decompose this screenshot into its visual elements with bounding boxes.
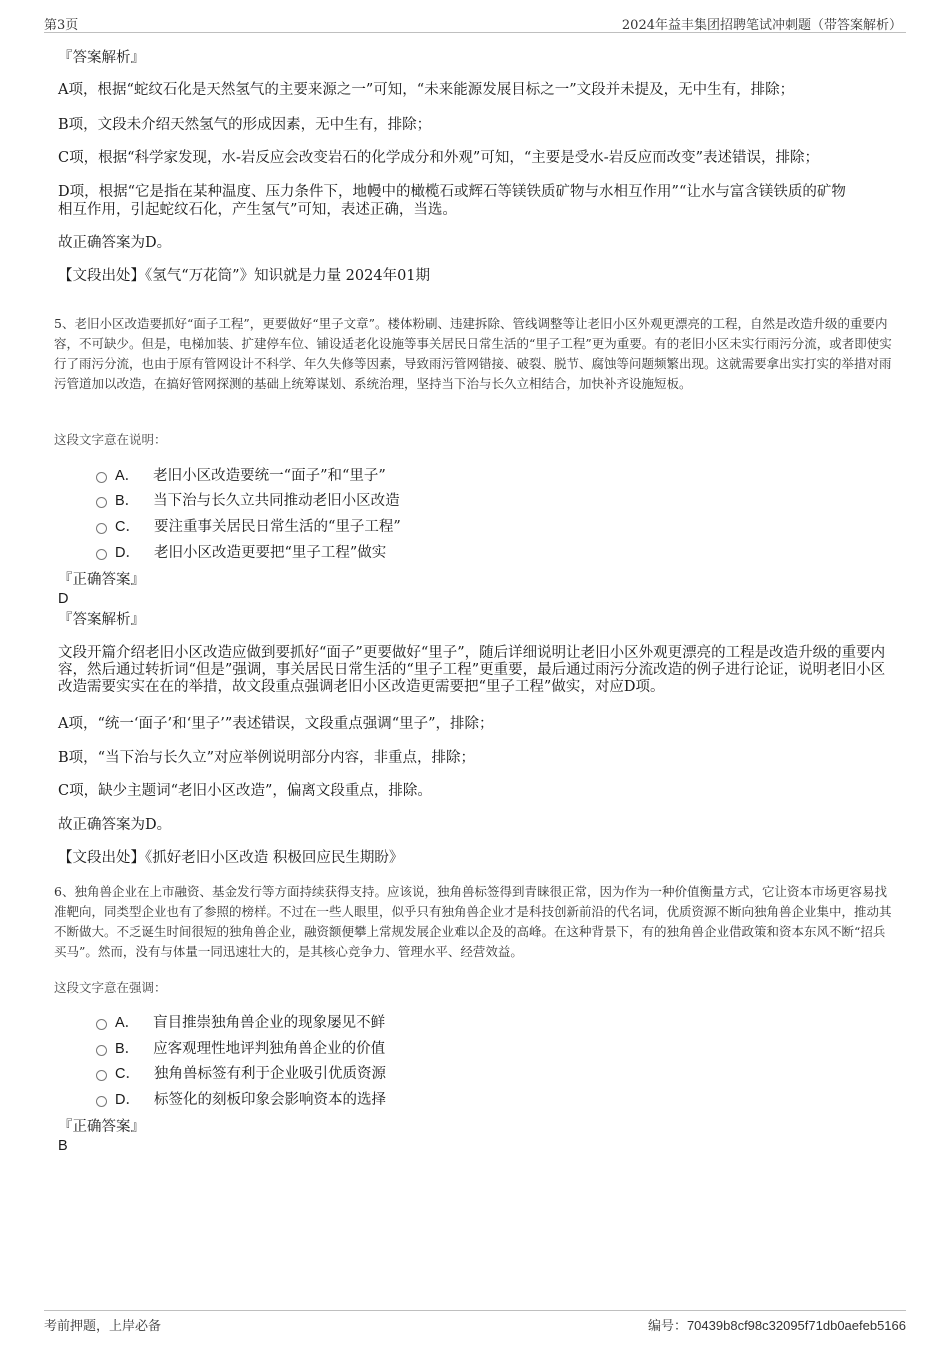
option-text: 应客观理性地评判独角兽企业的价值 (153, 1041, 386, 1057)
radio-icon[interactable] (96, 497, 107, 508)
option-letter: D． (115, 545, 140, 561)
question-5-analysis-b: B项，“当下治与长久立”对应举例说明部分内容，非重点，排除； (58, 750, 475, 766)
question-6-option-a[interactable] (96, 1014, 385, 1032)
radio-icon[interactable] (96, 1045, 107, 1056)
analysis-option-a: A项，根据“蛇纹石化是天然氢气的主要来源之一”可知，“未来能源发展目标之一”文段并未提及，无中生有，排除； (58, 82, 795, 98)
analysis-option-b: B项，文段未介绍天然氢气的形成因素，无中生有，排除； (58, 117, 432, 133)
question-6-option-b[interactable] (96, 1040, 385, 1058)
analysis-option-d-line1: D项，根据“它是指在某种温度、压力条件下，地幔中的橄榄石或辉石等镁铁质矿物与水相互作用”“让水与富含镁铁质的矿物 (58, 184, 846, 200)
question-5-analysis: 文段开篇介绍老旧小区改造应做到要抓好“面子”更要做好“里子”，随后详细说明让老旧小区外观更漂亮的工程是改造升级的重要内容，然后通过转折词“但是”强调，事关居民日常生活的“里子工程”更重要，最后通过雨污分流改造的例子进行论证，说明老旧小区改造需要实实在在的举措，故文段重点强调老旧小区改造更需要把“里子工程”做实，对应D项。 (58, 645, 886, 695)
question-5-answer: D (58, 591, 69, 607)
question-5-option-c[interactable] (96, 518, 401, 536)
question-5-option-b[interactable] (96, 492, 400, 510)
question-5-option-d[interactable] (96, 544, 386, 562)
option-letter: A． (115, 468, 140, 484)
page-footer (44, 1310, 906, 1335)
question-6-option-c[interactable] (96, 1065, 386, 1083)
option-letter: C． (115, 1066, 140, 1082)
radio-icon[interactable] (96, 472, 107, 483)
radio-icon[interactable] (96, 1070, 107, 1081)
option-letter: A． (115, 1015, 140, 1031)
question-5-analysis-c: C项，缺少主题词“老旧小区改造”，偏离文段重点，排除。 (58, 783, 432, 799)
question-5-conclusion: 故正确答案为D。 (58, 817, 172, 833)
question-6-text: 6、独角兽企业在上市融资、基金发行等方面持续获得支持。应该说，独角兽标签得到青睐很正常，因为作为一种价值衡量方式，它让资本市场更容易找准靶向，同类型企业也有了参照的榜样。不过在一些人眼里，似乎只有独角兽企业才是科技创新前沿的代名词，优质资源不断向独角兽企业集中，推动其不断做大。不乏诞生时间很短的独角兽企业，融资额便攀上常规发展企业难以企及的高峰。在这种背景下，有的独角兽企业借政策和资本东风不断“招兵买马”。然而，没有与体量一同迅速壮大的，是其核心竞争力、管理水平、经营效益。 (54, 884, 892, 959)
option-text: 老旧小区改造要统一“面子”和“里子” (153, 468, 386, 484)
question-6-answer-title: 『正确答案』 (58, 1119, 145, 1135)
analysis-conclusion: 故正确答案为D。 (58, 235, 172, 251)
question-5-prompt: 这段文字意在说明： (54, 432, 167, 447)
text-source: 【文段出处】《氢气“万花筒”》知识就是力量 2024年01期 (58, 268, 431, 284)
option-text: 老旧小区改造更要把“里子工程”做实 (153, 545, 387, 561)
option-text: 要注重事关居民日常生活的“里子工程” (153, 519, 401, 535)
analysis-title: 『答案解析』 (58, 50, 145, 66)
page-number: 第3页 (44, 18, 79, 33)
option-text: 当下治与长久立共同推动老旧小区改造 (153, 493, 400, 509)
option-letter: D． (115, 1092, 140, 1108)
document-title: 2024年益丰集团招聘笔试冲刺题（带答案解析） (621, 18, 902, 33)
radio-icon[interactable] (96, 523, 107, 534)
question-5-analysis-title: 『答案解析』 (58, 612, 145, 628)
radio-icon[interactable] (96, 549, 107, 560)
analysis-option-d-line2: 相互作用，引起蛇纹石化，产生氢气”可知，表述正确，当选。 (58, 202, 457, 218)
question-5-answer-title: 『正确答案』 (58, 572, 145, 588)
option-letter: B． (115, 493, 140, 509)
option-letter: C． (115, 519, 140, 535)
question-6-option-d[interactable] (96, 1091, 386, 1109)
question-5-option-a[interactable] (96, 467, 386, 485)
radio-icon[interactable] (96, 1019, 107, 1030)
option-text: 标签化的刻板印象会影响资本的选择 (153, 1092, 386, 1108)
page-header (44, 12, 906, 33)
question-6-answer: B (58, 1138, 68, 1154)
question-5-text: 5、老旧小区改造要抓好“面子工程”，更要做好“里子文章”。楼体粉刷、违建拆除、管线调整等让老旧小区外观更漂亮的工程，自然是改造升级的重要内容，不可缺少。但是，电梯加装、扩建停车位、铺设适老化设施等事关居民日常生活的“里子工程”更为重要。有的老旧小区未实行雨污分流，或者即使实行了雨污分流，也由于原有管网设计不科学、年久失修等因素，导致雨污管网错接、破裂、脱节、腐蚀等问题频繁出现。这就需要拿出实打实的举措对雨污管道加以改造，在搞好管网探测的基础上统筹谋划、系统治理，坚持当下治与长久立相结合，加快补齐设施短板。 (54, 316, 892, 391)
option-letter: B． (115, 1041, 140, 1057)
option-text: 独角兽标签有利于企业吸引优质资源 (153, 1066, 386, 1082)
footer-slogan: 考前押题，上岸必备 (44, 1319, 162, 1334)
radio-icon[interactable] (96, 1096, 107, 1107)
analysis-option-c: C项，根据“科学家发现，水-岩反应会改变岩石的化学成分和外观”可知，“主要是受水-岩反应而改变”表述错误，排除； (58, 150, 820, 166)
question-5-analysis-a: A项，“统一‘面子’和‘里子’”表述错误，文段重点强调“里子”，排除； (58, 716, 494, 732)
option-text: 盲目推崇独角兽企业的现象屡见不鲜 (153, 1015, 386, 1031)
question-6-prompt: 这段文字意在强调： (54, 980, 167, 995)
question-5-source: 【文段出处】《抓好老旧小区改造 积极回应民生期盼》 (58, 850, 404, 866)
document-id: 编号：70439b8cf98c32095f71db0aefeb5166 (647, 1318, 906, 1333)
